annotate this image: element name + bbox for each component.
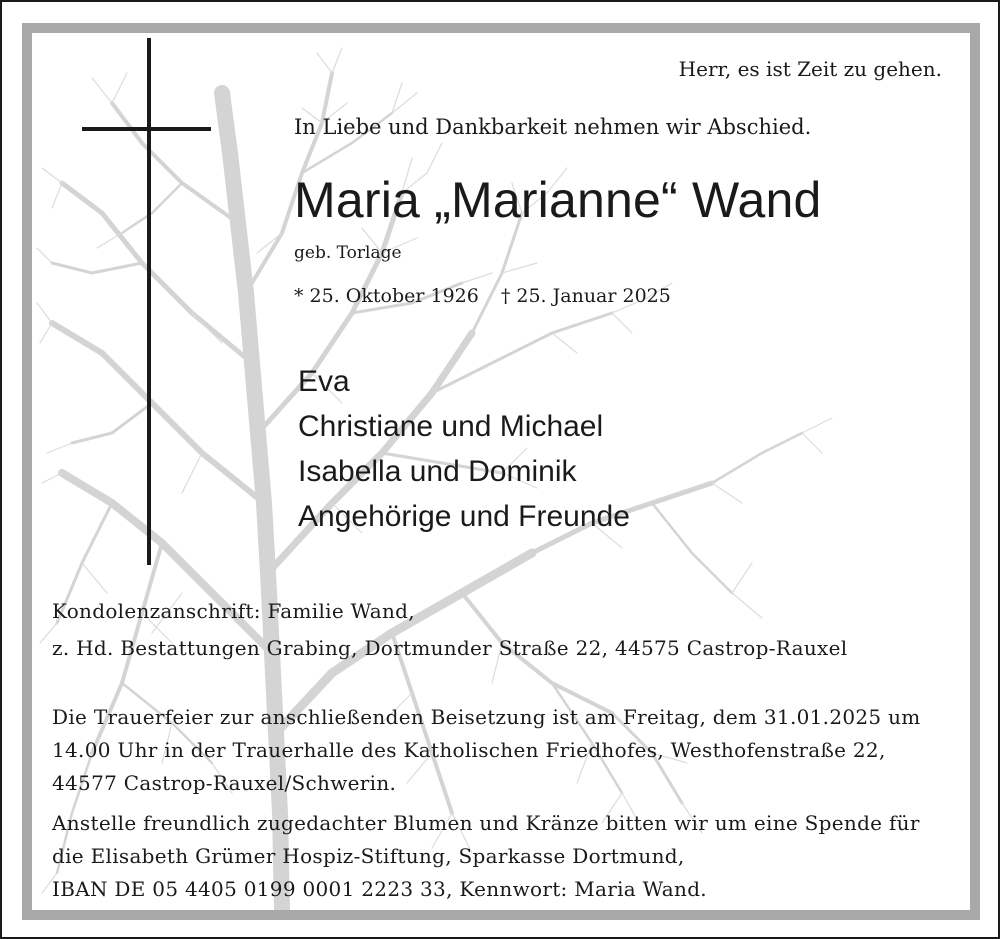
donation-info-line: Anstelle freundlich zugedachter Blumen und Kränze bitten wir um eine Spende für: [52, 811, 920, 835]
life-dates: [294, 285, 671, 307]
condolence-address-line: Kondolenzanschrift: Familie Wand,: [52, 599, 415, 623]
mourner-name: Isabella und Dominik: [298, 455, 577, 488]
obituary-frame: [22, 23, 980, 920]
deceased-name: Maria „Marianne“ Wand: [294, 172, 822, 228]
donation-info-line: IBAN DE 05 4405 0199 0001 2223 33, Kennwort: Maria Wand.: [52, 877, 707, 901]
funeral-info-line: 14.00 Uhr in der Trauerhalle des Katholischen Friedhofes, Westhofenstraße 22,: [52, 738, 886, 762]
birth-date: * 25. Oktober 1926: [294, 285, 479, 307]
mourner-name: Christiane und Michael: [298, 410, 604, 443]
donation-info-line: die Elisabeth Grümer Hospiz-Stiftung, Sparkasse Dortmund,: [52, 844, 685, 868]
intro-text: In Liebe und Dankbarkeit nehmen wir Abschied.: [294, 115, 812, 139]
motto: Herr, es ist Zeit zu gehen.: [678, 57, 942, 81]
mourner-name: Angehörige und Freunde: [298, 500, 630, 533]
condolence-address-line: z. Hd. Bestattungen Grabing, Dortmunder Straße 22, 44575 Castrop-Rauxel: [52, 636, 848, 660]
death-date: † 25. Januar 2025: [500, 285, 671, 307]
funeral-info-line: Die Trauerfeier zur anschließenden Beisetzung ist am Freitag, dem 31.01.2025 um: [52, 705, 921, 729]
funeral-info-line: 44577 Castrop-Rauxel/Schwerin.: [52, 771, 397, 795]
birth-name: geb. Torlage: [294, 243, 402, 263]
mourner-name: Eva: [298, 365, 350, 398]
